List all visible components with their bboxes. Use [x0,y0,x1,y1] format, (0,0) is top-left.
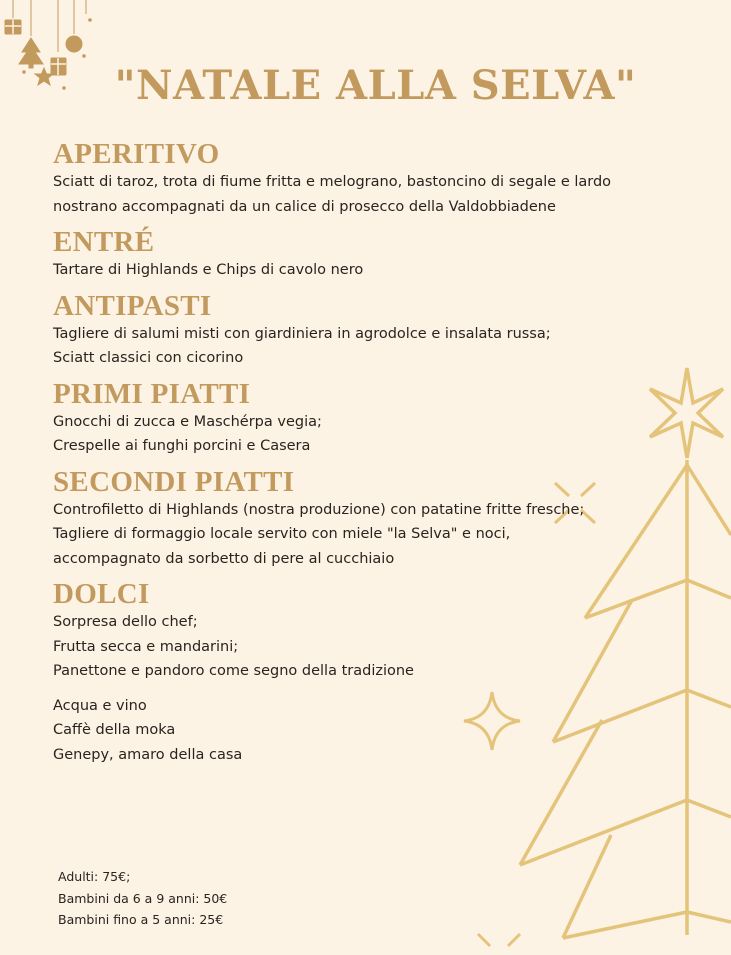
price-line: Adulti: 75€; [58,869,131,884]
section-antipasti [53,290,653,371]
section-secondi-piatti [53,466,653,572]
dish-line: Frutta secca e mandarini; [53,638,239,655]
dish-line: nostrano accompagnati da un calice di prosecco della Valdobbiadene [53,198,556,215]
menu-title: "NATALE ALLA SELVA" [114,62,637,109]
price-line: Bambini da 6 a 9 anni: 50€ [58,890,228,906]
section-heading: SECONDI PIATTI [53,465,295,498]
drink-line: Caffè della moka [53,722,176,738]
bottom-star-burst-icon [478,934,520,946]
dish-line: Controfiletto di Highlands (nostra produzione) con patatine fritte fresche; [53,501,585,518]
dish-line: accompagnato da sorbetto di pere al cucchiaio [53,550,395,567]
dish-line: Crespelle ai funghi porcini e Casera [53,438,311,454]
section-heading: ANTIPASTI [53,289,212,322]
section-primi-piatti [53,378,653,459]
dish-line: Tagliere di salumi misti con giardiniera in agrodolce e insalata russa; [53,325,551,342]
section-heading: DOLCI [53,578,150,610]
section-heading: ENTRÉ [53,226,155,258]
tree-star-icon [650,368,723,458]
dish-line: Sorpresa dello chef; [53,614,198,630]
dish-line: Tartare di Highlands e Chips di cavolo nero [53,262,364,278]
drink-line: Genepy, amaro della casa [53,746,243,763]
section-aperitivo [53,138,653,219]
dish-line: Gnocchi di zucca e Maschérpa vegia; [53,413,322,430]
drink-line: Acqua e vino [53,697,147,714]
section-dolci [53,578,653,684]
menu-body [53,138,653,767]
section-heading: APERITIVO [53,138,220,170]
dish-line: Sciatt classici con cicorino [53,350,244,366]
price-list [58,866,227,931]
section-heading: PRIMI PIATTI [53,377,251,410]
price-line: Bambini fino a 5 anni: 25€ [58,912,224,927]
section-entre [53,226,653,283]
drinks-list [53,694,653,768]
dish-line: Panettone e pandoro come segno della tradizione [53,663,414,679]
dish-line: Sciatt di taroz, trota di fiume fritta e melograno, bastoncino di segale e lardo [53,174,612,190]
dish-line: Tagliere di formaggio locale servito con miele "la Selva" e noci, [53,526,511,542]
